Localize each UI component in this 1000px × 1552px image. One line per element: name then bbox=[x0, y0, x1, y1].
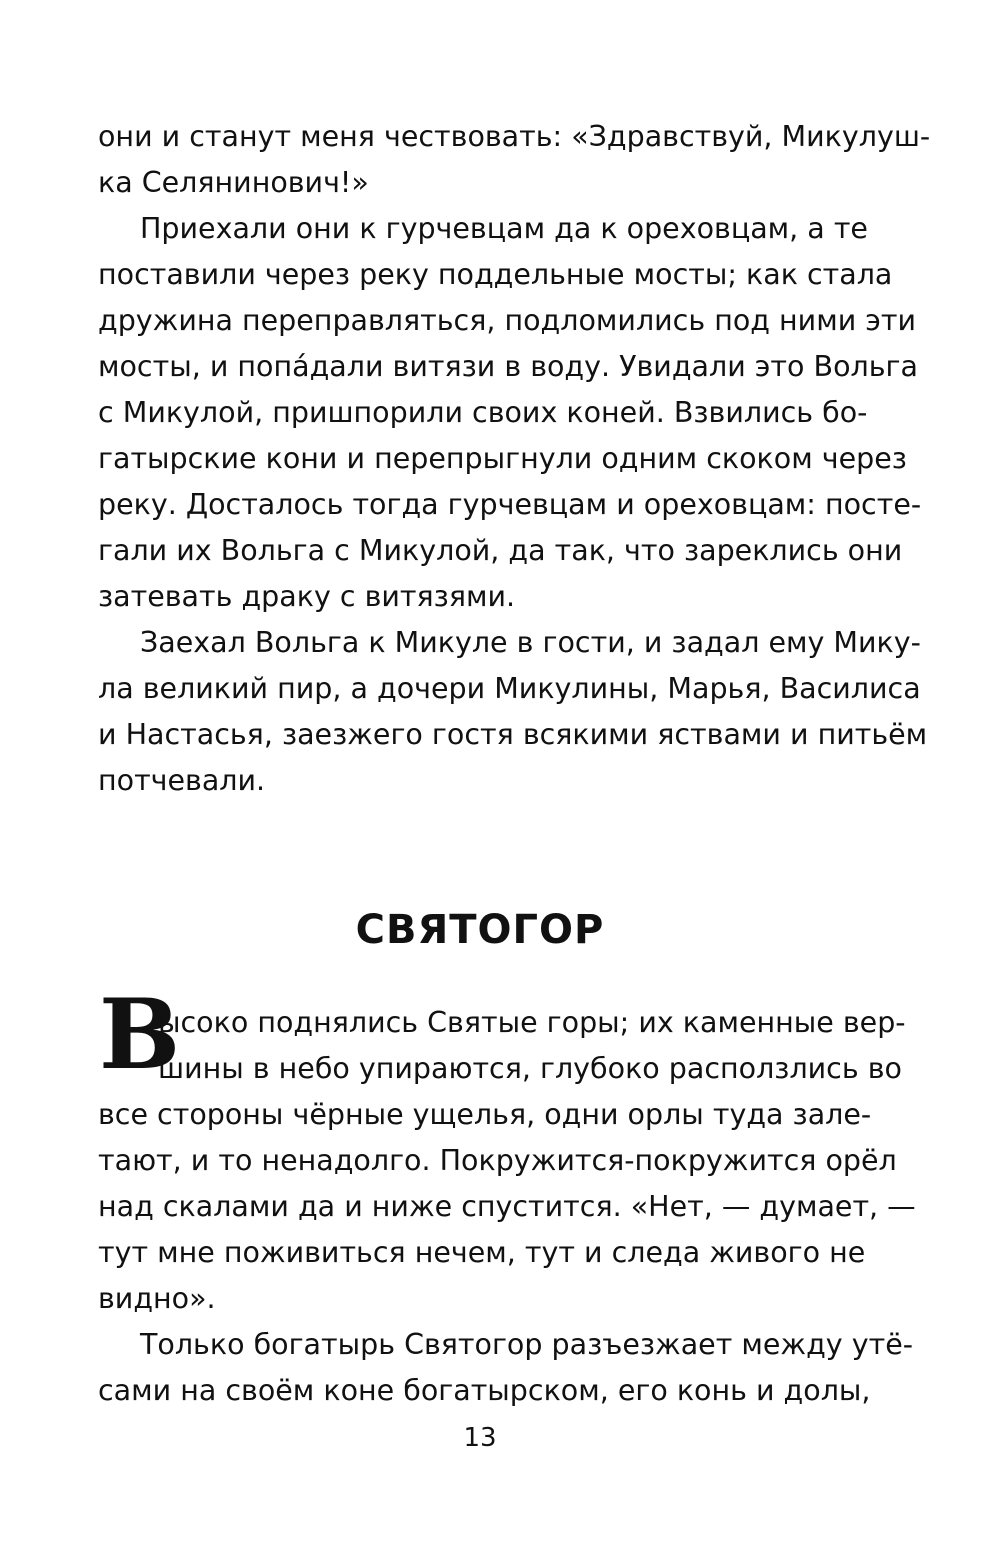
text-line: они и станут меня чествовать: «Здравствуй, Микулуш- bbox=[98, 120, 931, 153]
text-line: с Микулой, пришпорили своих коней. Взвились бо- bbox=[98, 396, 868, 429]
text-line: гатырские кони и перепрыгнули одним скоком через bbox=[98, 442, 907, 475]
text-line: сами на своём коне богатырском, его конь и долы, bbox=[98, 1374, 871, 1407]
drop-cap: В bbox=[99, 978, 181, 1091]
text-line: гали их Вольга с Микулой, да так, что зареклись они bbox=[98, 534, 903, 567]
text-line: все стороны чёрные ущелья, одни орлы туда зале- bbox=[98, 1098, 872, 1131]
page-number: 13 bbox=[463, 1423, 497, 1453]
text-line: шины в небо упираются, глубоко расползлись во bbox=[158, 1052, 902, 1085]
text-line: Приехали они к гурчевцам да к ореховцам, а те bbox=[140, 212, 868, 245]
text-line: и Настасья, заезжего гостя всякими яствами и питьём bbox=[98, 718, 928, 751]
text-line: видно». bbox=[98, 1282, 216, 1315]
text-line: затевать драку с витязями. bbox=[98, 580, 516, 613]
text-line: ысоко поднялись Святые горы; их каменные вер- bbox=[158, 1006, 906, 1039]
chapter-title: СВЯТОГОР bbox=[355, 907, 605, 953]
text-line: реку. Досталось тогда гурчевцам и ореховцам: посте- bbox=[98, 488, 922, 521]
text-line: тают, и то ненадолго. Покружится-покружится орёл bbox=[98, 1144, 897, 1177]
text-line: над скалами да и ниже спустится. «Нет, — думает, — bbox=[98, 1190, 916, 1223]
text-line: мосты, и попáдали витязи в воду. Увидали это Вольга bbox=[98, 350, 918, 383]
text-line: Только богатырь Святогор разъезжает между утё- bbox=[140, 1328, 914, 1361]
text-line: дружина переправляться, подломились под ними эти bbox=[98, 304, 917, 337]
text-line: потчевали. bbox=[98, 764, 266, 797]
text-line: Заехал Вольга к Микуле в гости, и задал ему Мику- bbox=[140, 626, 921, 659]
text-line: тут мне поживиться нечем, тут и следа живого не bbox=[98, 1236, 866, 1269]
text-line: ка Селянинович!» bbox=[98, 166, 369, 199]
text-line: поставили через реку поддельные мосты; как стала bbox=[98, 258, 893, 291]
text-line: ла великий пир, а дочери Микулины, Марья, Василиса bbox=[98, 672, 921, 705]
